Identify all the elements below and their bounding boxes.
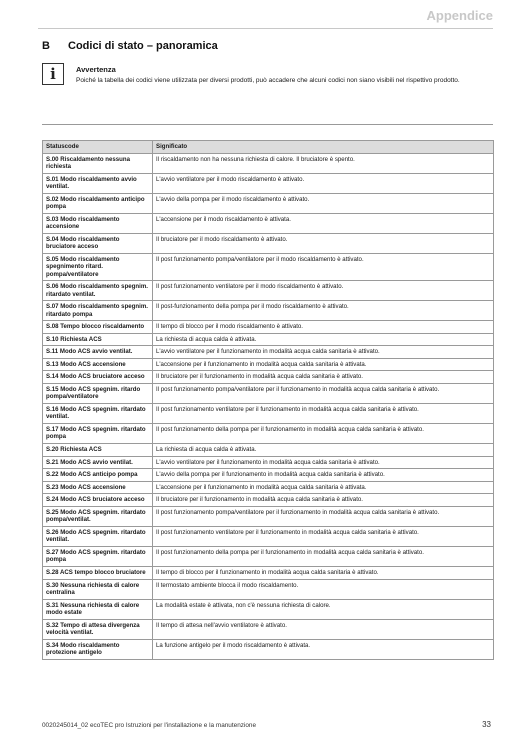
status-code-cell: S.31 Nessuna richiesta di calore modo estate [43,599,153,619]
status-meaning-cell: L'avvio della pompa per il modo riscaldamento è attivato. [153,193,494,213]
notice-divider [42,124,493,125]
status-code-cell: S.28 ACS tempo blocco bruciatore [43,566,153,579]
status-meaning-cell: L'accensione per il funzionamento in modalità acqua calda sanitaria è attivata. [153,358,494,371]
table-row [43,213,494,233]
status-meaning-cell: La richiesta di acqua calda è attivata. [153,333,494,346]
status-code-cell: S.21 Modo ACS avvio ventilat. [43,456,153,469]
status-code-cell: S.34 Modo riscaldamento protezione antigelo [43,639,153,659]
status-meaning-cell: La funzione antigelo per il modo riscaldamento è attivata. [153,639,494,659]
status-meaning-cell: Il post funzionamento della pompa per il funzionamento in modalità acqua calda sanitaria è attivato. [153,546,494,566]
status-meaning-cell: La modalità estate è attivata, non c'è nessuna richiesta di calore. [153,599,494,619]
status-meaning-cell: L'avvio ventilatore per il modo riscaldamento è attivato. [153,173,494,193]
table-row [43,546,494,566]
status-meaning-cell: Il riscaldamento non ha nessuna richiesta di calore. Il bruciatore è spento. [153,153,494,173]
status-code-cell: S.07 Modo riscaldamento spegnim. ritardato pompa [43,301,153,321]
status-meaning-cell: Il post funzionamento pompa/ventilatore per il funzionamento in modalità acqua calda sanitaria è attivato. [153,506,494,526]
status-code-cell: S.03 Modo riscaldamento accensione [43,213,153,233]
status-meaning-cell: L'avvio ventilatore per il funzionamento in modalità acqua calda sanitaria è attivato. [153,346,494,359]
status-code-cell: S.23 Modo ACS accensione [43,481,153,494]
status-code-cell: S.26 Modo ACS spegnim. ritardato ventilat. [43,526,153,546]
status-code-cell: S.15 Modo ACS spegnim. ritardo pompa/ventilatore [43,383,153,403]
info-icon: i [42,63,64,85]
table-row [43,456,494,469]
status-meaning-cell: Il bruciatore per il funzionamento in modalità acqua calda sanitaria è attivato. [153,494,494,507]
status-code-cell: S.04 Modo riscaldamento bruciatore acceso [43,233,153,253]
status-meaning-cell: Il bruciatore per il modo riscaldamento è attivato. [153,233,494,253]
table-row [43,423,494,443]
table-row [43,383,494,403]
table-row [43,301,494,321]
header-divider [38,28,493,29]
status-meaning-cell: La richiesta di acqua calda è attivata. [153,443,494,456]
table-row [43,566,494,579]
notice-text: Poiché la tabella dei codici viene utilizzata per diversi prodotti, può accadere che alcuni codici non siano visibili nel rispettivo prodotto. [76,77,460,84]
status-code-cell: S.16 Modo ACS spegnim. ritardato ventilat. [43,403,153,423]
table-row [43,599,494,619]
table-row [43,526,494,546]
table-row [43,173,494,193]
status-code-cell: S.13 Modo ACS accensione [43,358,153,371]
status-code-cell: S.08 Tempo blocco riscaldamento [43,321,153,334]
table-header-row [43,141,494,154]
table-row [43,281,494,301]
status-code-cell: S.20 Richiesta ACS [43,443,153,456]
status-code-cell: S.00 Riscaldamento nessuna richiesta [43,153,153,173]
status-code-cell: S.24 Modo ACS bruciatore acceso [43,494,153,507]
status-meaning-cell: L'avvio ventilatore per il funzionamento in modalità acqua calda sanitaria è attivato. [153,456,494,469]
status-meaning-cell: Il post funzionamento pompa/ventilatore per il modo riscaldamento è attivato. [153,253,494,280]
column-header-statuscode: Statuscode [43,141,153,154]
table-row [43,253,494,280]
status-code-table [42,140,494,660]
status-code-cell: S.17 Modo ACS spegnim. ritardato pompa [43,423,153,443]
status-meaning-cell: Il tempo di blocco per il modo riscaldamento è attivato. [153,321,494,334]
table-row [43,233,494,253]
column-header-significato: Significato [153,141,494,154]
table-row [43,469,494,482]
footer-document-info: 0020245014_02 ecoTEC pro Istruzioni per l'installazione e la manutenzione [42,722,257,729]
status-code-cell: S.22 Modo ACS anticipo pompa [43,469,153,482]
table-row [43,153,494,173]
status-code-cell: S.10 Richiesta ACS [43,333,153,346]
status-meaning-cell: Il post funzionamento ventilatore per il modo riscaldamento è attivato. [153,281,494,301]
table-body [43,153,494,659]
table-row [43,346,494,359]
status-meaning-cell: Il tempo di blocco per il funzionamento in modalità acqua calda sanitaria è attivato. [153,566,494,579]
status-meaning-cell: Il bruciatore per il funzionamento in modalità acqua calda sanitaria è attivato. [153,371,494,384]
status-code-cell: S.27 Modo ACS spegnim. ritardato pompa [43,546,153,566]
status-code-cell: S.01 Modo riscaldamento avvio ventilat. [43,173,153,193]
table-row [43,619,494,639]
status-meaning-cell: Il post-funzionamento della pompa per il modo riscaldamento è attivato. [153,301,494,321]
table-row [43,494,494,507]
status-code-cell: S.14 Modo ACS bruciatore acceso [43,371,153,384]
table-row [43,443,494,456]
section-title: Codici di stato – panoramica [68,40,218,52]
status-code-cell: S.30 Nessuna richiesta di calore centralina [43,579,153,599]
status-meaning-cell: Il tempo di attesa nell'avvio ventilatore è attivato. [153,619,494,639]
table-row [43,481,494,494]
notice-title: Avvertenza [76,65,116,74]
table-row [43,193,494,213]
status-meaning-cell: L'accensione per il funzionamento in modalità acqua calda sanitaria è attivata. [153,481,494,494]
section-heading [42,40,218,52]
status-meaning-cell: Il termostato ambiente blocca il modo riscaldamento. [153,579,494,599]
status-code-cell: S.32 Tempo di attesa divergenza velocità ventilat. [43,619,153,639]
table-row [43,371,494,384]
table-row [43,333,494,346]
status-code-cell: S.06 Modo riscaldamento spegnim. ritardato ventilat. [43,281,153,301]
chapter-title: Appendice [426,8,493,23]
page-number: 33 [482,720,491,729]
table-row [43,403,494,423]
table-row [43,321,494,334]
status-meaning-cell: L'accensione per il modo riscaldamento è attivata. [153,213,494,233]
table-row [43,358,494,371]
status-code-cell: S.05 Modo riscaldamento spegnimento ritard. pompa/ventilatore [43,253,153,280]
notice-block [42,62,494,98]
status-meaning-cell: Il post funzionamento ventilatore per il funzionamento in modalità acqua calda sanitaria è attivato. [153,403,494,423]
table-row [43,579,494,599]
status-meaning-cell: Il post funzionamento della pompa per il funzionamento in modalità acqua calda sanitaria è attivato. [153,423,494,443]
status-code-cell: S.11 Modo ACS avvio ventilat. [43,346,153,359]
status-code-cell: S.25 Modo ACS spegnim. ritardato pompa/ventilat. [43,506,153,526]
status-meaning-cell: Il post funzionamento pompa/ventilatore per il funzionamento in modalità acqua calda sanitaria è attivato. [153,383,494,403]
status-code-cell: S.02 Modo riscaldamento anticipo pompa [43,193,153,213]
table-row [43,506,494,526]
table-row [43,639,494,659]
section-letter: B [42,40,50,52]
status-meaning-cell: L'avvio della pompa per il funzionamento in modalità acqua calda sanitaria è attivato. [153,469,494,482]
status-meaning-cell: Il post funzionamento ventilatore per il funzionamento in modalità acqua calda sanitaria è attivato. [153,526,494,546]
